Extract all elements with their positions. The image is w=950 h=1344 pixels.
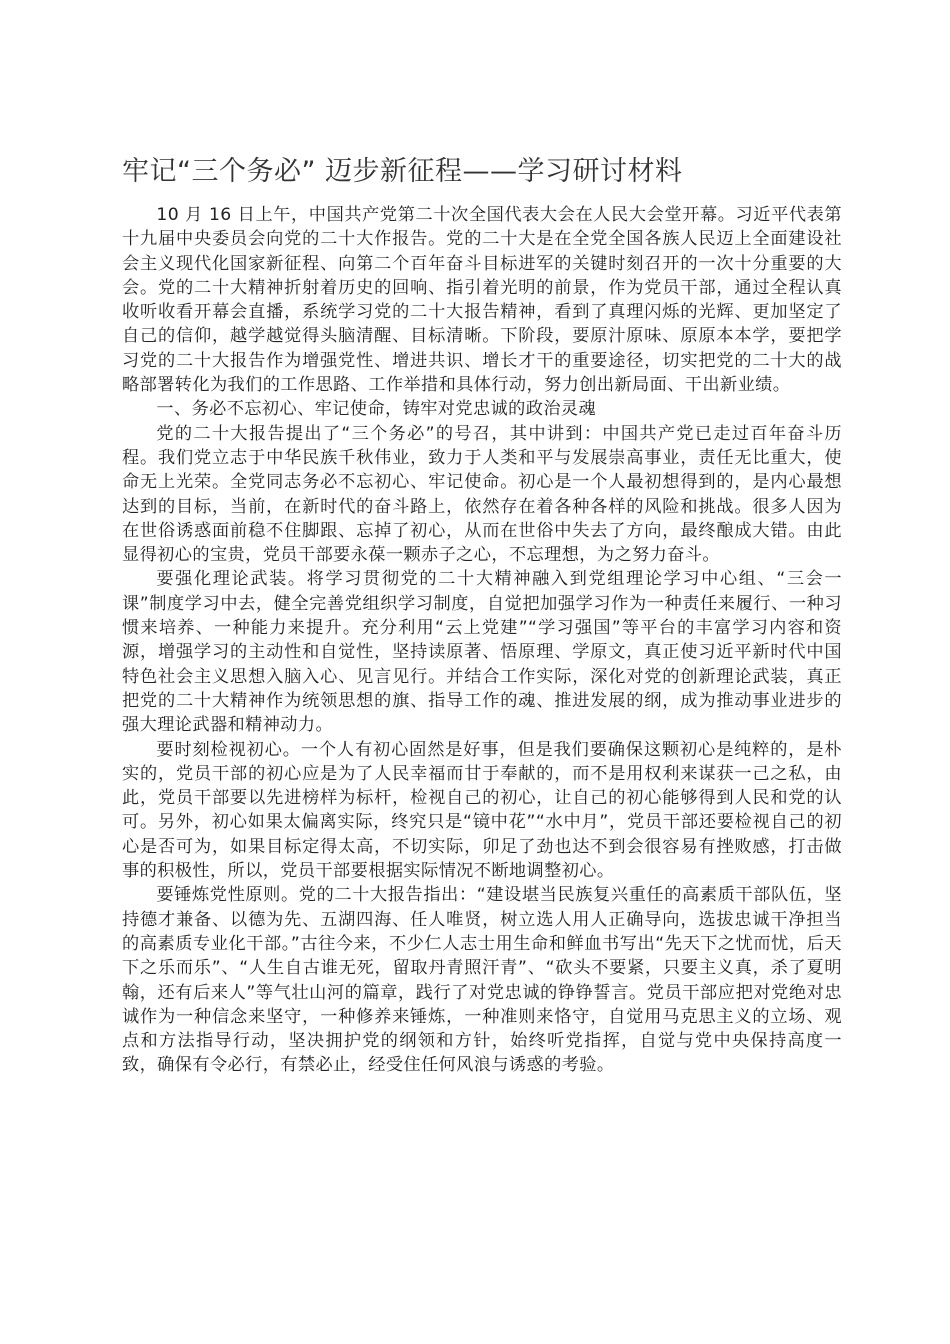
paragraph-three-musts: 党的二十大报告提出了“三个务必”的号召，其中讲到：中国共产党已走过百年奋斗历程。我们党立志于中华民族千秋伟业，致力于人类和平与发展崇高事业，责任无比重大，使命无上光荣。全党同志务必不忘初心、牢记使命。初心是一个人最初想得到的，是内心最想达到的目标，当前，在新时代的奋斗路上，依然存在着各种各样的风险和挑战。很多人因为在世俗诱惑面前稳不住脚跟、忘掉了初心，从而在世俗中失去了方向，最终酿成大错。由此显得初心的宝贵，党员干部要永葆一颗赤子之心，不忘理想，为之努力奋斗。 xyxy=(122,423,842,566)
paragraph-intro: 10 月 16 日上午，中国共产党第二十次全国代表大会在人民大会堂开幕。习近平代表第十九届中央委员会向党的二十大作报告。党的二十大是在全党全国各族人民迈上全面建设社会主义现代化国家新征程、向第二个百年奋斗目标进军的关键时刻召开的一次十分重要的大会。党的二十大精神折射着历史的回响、指引着光明的前景，作为党员干部，通过全程认真收听收看开幕会直播，系统学习党的二十大报告精神，看到了真理闪烁的光辉、更加坚定了自己的信仰，越学越觉得头脑清醒、目标清晰。下阶段，要原汁原味、原原本本学，要把学习党的二十大报告作为增强党性、增进共识、增长才干的重要途径，切实把党的二十大的战略部署转化为我们的工作思路、工作举措和具体行动，努力创出新局面、干出新业绩。 xyxy=(122,205,842,396)
paragraph-original-aspiration: 要时刻检视初心。一个人有初心固然是好事，但是我们要确保这颗初心是纯粹的，是朴实的，党员干部的初心应是为了人民幸福而甘于奉献的，而不是用权利来谋获一己之私，由此，党员干部要以先进榜样为标杆，检视自己的初心，让自己的初心能够得到人民和党的认可。另外，初心如果太偏离实际，终究只是“镜中花”“水中月”，党员干部还要检视自己的初心是否可为，如果目标定得太高，不切实际，卯足了劲也达不到会很容易有挫败感，打击做事的积极性，所以，党员干部要根据实际情况不断地调整初心。 xyxy=(122,739,842,882)
page-title: 牢记“三个务必” 迈步新征程——学习研讨材料 xyxy=(122,156,683,187)
section-heading-1: 一、务必不忘初心、牢记使命，铸牢对党忠诚的政治灵魂 xyxy=(156,399,597,420)
paragraph-party-spirit: 要锤炼党性原则。党的二十大报告指出：“建设堪当民族复兴重任的高素质干部队伍，坚持德才兼备、以德为先、五湖四海、任人唯贤，树立选人用人正确导向，选拔忠诚干净担当的高素质专业化干部。”古往今来，不少仁人志士用生命和鲜血书写出“先天下之忧而忧，后天下之乐而乐”、“人生自古谁无死，留取丹青照汗青”、“砍头不要紧，只要主义真，杀了夏明翰，还有后来人”等气壮山河的篇章，践行了对党忠诚的铮铮誓言。党员干部应把对党绝对忠诚作为一种信念来坚守，一种修养来锤炼，一种准则来恪守，自觉用马克思主义的立场、观点和方法指导行动，坚决拥护党的纲领和方针，始终听党指挥，自觉与党中央保持高度一致，确保有令必行，有禁必止，经受住任何风浪与诱惑的考验。 xyxy=(122,885,842,1076)
paragraph-theory: 要强化理论武装。将学习贯彻党的二十大精神融入到党组理论学习中心组、“三会一课”制度学习中去，健全完善党组织学习制度，自觉把加强学习作为一种责任来履行、一种习惯来培养、一种能力来提升。充分利用“云上党建”“学习强国”等平台的丰富学习内容和资源，增强学习的主动性和自觉性，坚持读原著、悟原理、学原文，真正使习近平新时代中国特色社会主义思想入脑入心、见言见行。并结合工作实际，深化对党的创新理论武装，真正把党的二十大精神作为统领思想的旗、指导工作的魂、推进发展的纲，成为推动事业进步的强大理论武器和精神动力。 xyxy=(122,569,842,736)
document-body xyxy=(122,203,842,1078)
